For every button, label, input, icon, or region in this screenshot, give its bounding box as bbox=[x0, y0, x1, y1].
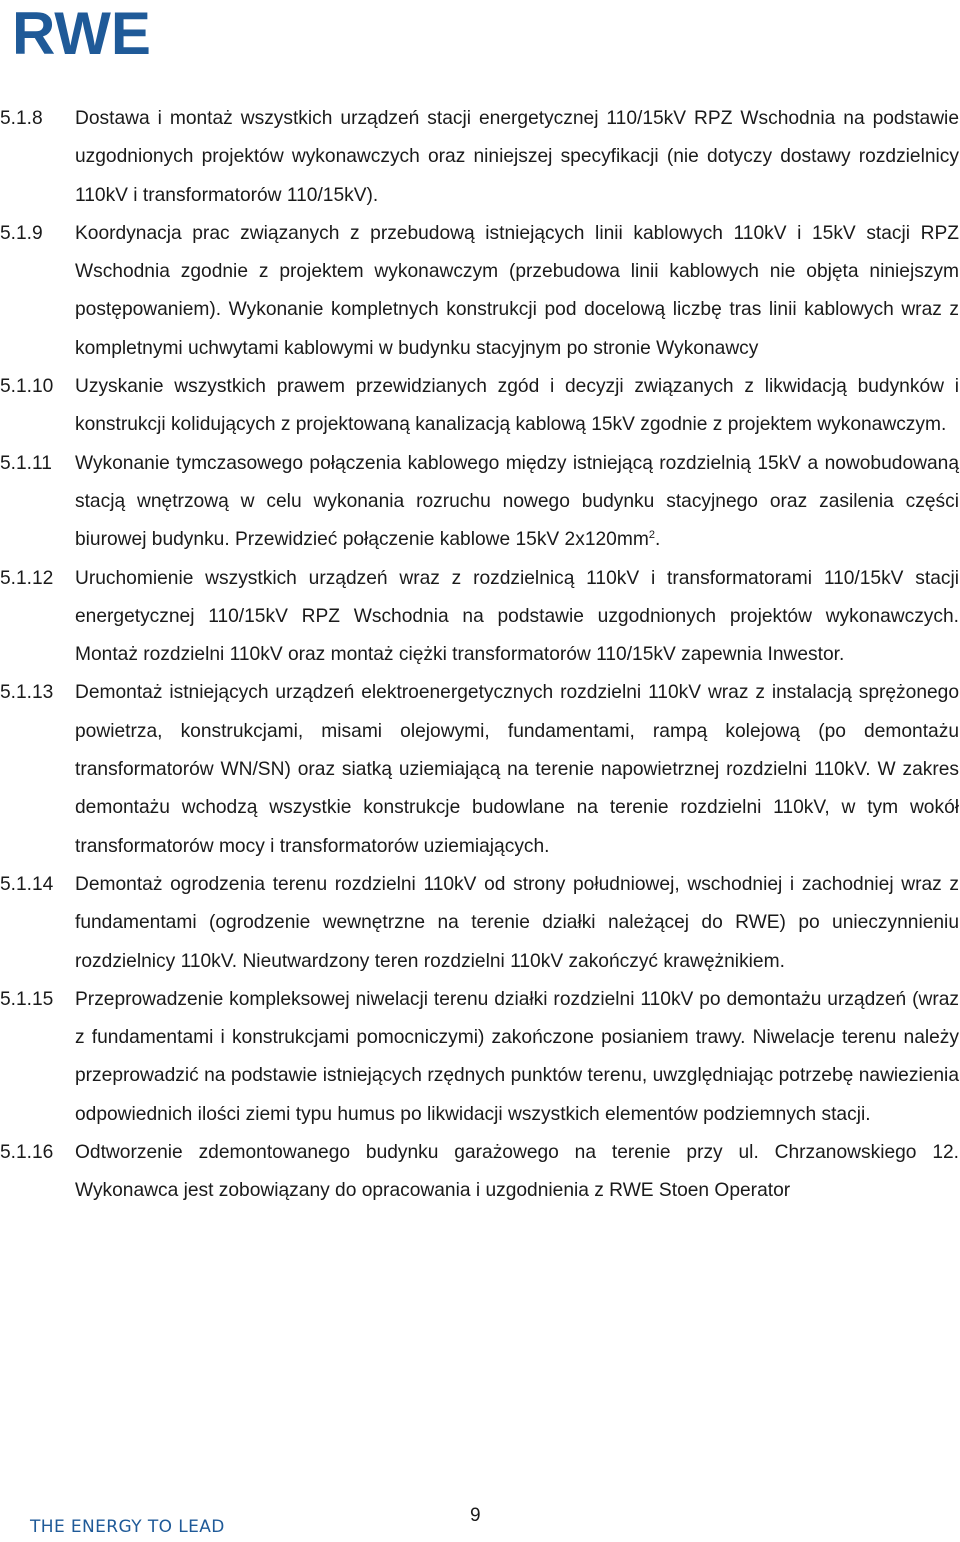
item-number: 5.1.14 bbox=[0, 873, 54, 895]
item-number: 5.1.9 bbox=[0, 222, 43, 244]
list-item bbox=[0, 445, 960, 560]
item-text: Uruchomienie wszystkich urządzeń wraz z rozdzielnicą 110kV i transformatorami 110/15kV stacji energetycznej 110/15kV RPZ Wschodnia na podstawie uzgodnionych projektów wykonawczych. Montaż rozdzielni 110kV oraz montaż ciężki transformatorów 110/15kV zapewnia Inwestor. bbox=[75, 567, 959, 666]
item-text: Przeprowadzenie kompleksowej niwelacji terenu działki rozdzielni 110kV po demontażu urządzeń (wraz z fundamentami i konstrukcjami pomocniczymi) zakończone posianiem trawy. Niwelacje terenu należy przeprowadzić na podstawie istniejących rzędnych punktów terenu, uwzględniając potrzebę nawiezienia odpowiednich ilości ziemi typu humus po likwidacji wszystkich elementów podziemnych stacji. bbox=[75, 988, 959, 1125]
list-item bbox=[0, 368, 960, 445]
item-number: 5.1.15 bbox=[0, 988, 54, 1010]
list-item bbox=[0, 215, 960, 368]
item-number: 5.1.13 bbox=[0, 682, 54, 704]
item-text: Uzyskanie wszystkich prawem przewidzianych zgód i decyzji związanych z likwidacją budynków i konstrukcji kolidujących z projektowaną kanalizacją kablową 15kV zgodnie z projektem wykonawczym. bbox=[75, 376, 959, 436]
item-number: 5.1.10 bbox=[0, 376, 54, 398]
list-item bbox=[0, 100, 960, 215]
rwe-logo-mark bbox=[12, 4, 182, 66]
list-item bbox=[0, 674, 960, 865]
item-text: Koordynacja prac związanych z przebudową istniejących linii kablowych 110kV i 15kV stacji RPZ Wschodnia zgodnie z projektem wykonawczym (przebudowa linii kablowych nie objęta niniejszym postępowaniem). Wykonanie kompletnych konstrukcji pod docelową liczbę tras linii kablowych wraz z kompletnymi uchwytami kablowymi w budynku stacyjnym po stronie Wykonawcy bbox=[75, 222, 959, 359]
item-number: 5.1.11 bbox=[0, 452, 52, 474]
item-number: 5.1.8 bbox=[0, 108, 43, 129]
item-text bbox=[75, 445, 960, 560]
item-text: Demontaż istniejących urządzeń elektroenergetycznych rozdzielni 110kV wraz z instalacją sprężonego powietrza, konstrukcjami, misami olejowymi, fundamentami, rampą kolejową (po demontażu transformatorów WN/SN) oraz siatką uziemiającą na terenie napowietrznej rozdzielni 110kV. W zakres demontażu wchodzą wszystkie konstrukcje budowlane na terenie rozdzielni 110kV, w tym wokół transformatorów mocy i transformatorów uziemiających. bbox=[75, 682, 959, 857]
page-number: 9 bbox=[470, 1505, 481, 1526]
list-item bbox=[0, 560, 960, 675]
item-text-body: Wykonanie tymczasowego połączenia kablowego między istniejącą rozdzielnią 15kV a nowobudowaną stacją wnętrzową w celu wykonania rozruchu nowego budynku stacyjnego oraz zasilenia części biurowej budynku. Przewidzieć połączenie kablowe 15kV 2x120mm bbox=[75, 452, 959, 551]
item-text: Dostawa i montaż wszystkich urządzeń stacji energetycznej 110/15kV RPZ Wschodnia na podstawie uzgodnionych projektów wykonawczych oraz niniejszej specyfikacji (nie dotyczy dostawy rozdzielnicy 110kV i transformatorów 110/15kV). bbox=[75, 108, 959, 206]
footer-slogan: THE ENERGY TO LEAD bbox=[30, 1517, 225, 1537]
list-item bbox=[0, 1134, 960, 1211]
item-text-end: . bbox=[654, 529, 661, 551]
list-item bbox=[0, 981, 960, 1134]
specification-list bbox=[0, 100, 960, 1211]
item-number: 5.1.16 bbox=[0, 1142, 54, 1164]
item-text: Odtworzenie zdemontowanego budynku garażowego na terenie przy ul. Chrzanowskiego 12. Wykonawca jest zobowiązany do opracowania i uzgodnienia z RWE Stoen Operator bbox=[75, 1142, 959, 1202]
item-number: 5.1.12 bbox=[0, 567, 54, 589]
list-item bbox=[0, 866, 960, 981]
superscript: 2 bbox=[648, 529, 655, 542]
item-text: Demontaż ogrodzenia terenu rozdzielni 110kV od strony południowej, wschodniej i zachodniej wraz z fundamentami (ogrodzenie wewnętrzne na terenie działki należącej do RWE) po unieczynnieniu rozdzielnicy 110kV. Nieutwardzony teren rozdzielni 110kV zakończyć krawężnikiem. bbox=[75, 873, 959, 972]
logo-text: RWE bbox=[12, 4, 151, 66]
rwe-logo bbox=[12, 4, 182, 66]
